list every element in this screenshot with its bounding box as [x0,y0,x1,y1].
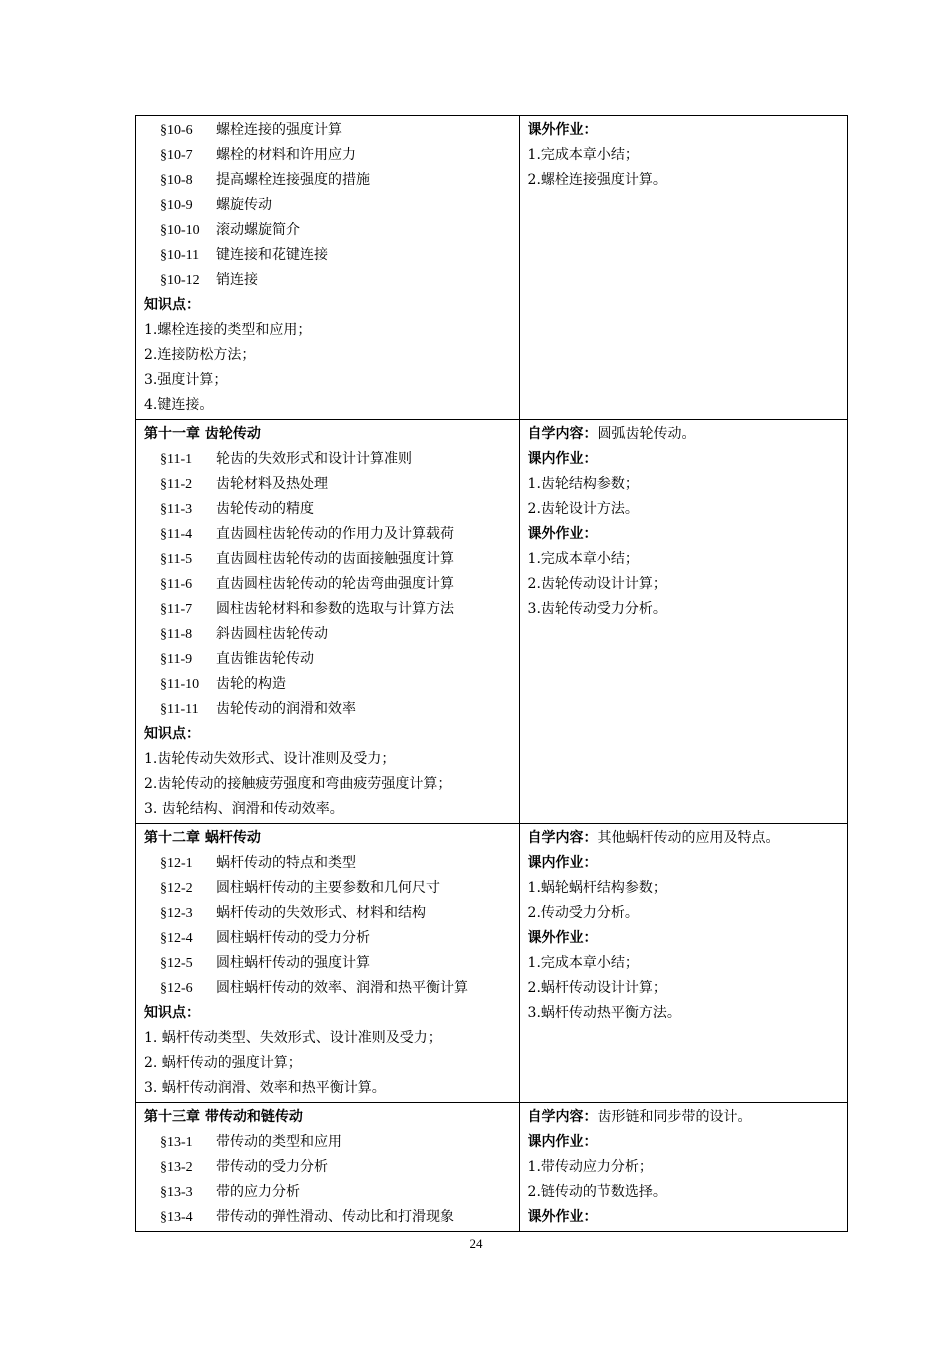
chapter-content-cell [136,420,520,824]
section-title: 带的应力分析 [216,1184,300,1200]
heading-line: 课外作业： [527,526,598,542]
self-study-label: 自学内容： [527,426,598,442]
section-item [144,976,513,1001]
section-title: 圆柱蜗杆传动的主要参数和几何尺寸 [216,880,440,896]
text-line: 2.连接防松方法； [144,347,256,363]
section-item [144,193,513,218]
section-item [144,697,513,722]
heading-line: 课外作业： [527,930,598,946]
text-line: 1.螺栓连接的类型和应用； [144,322,312,338]
text-line: 1.蜗轮蜗杆结构参数； [527,880,667,896]
text-line: 1.带传动应力分析； [527,1159,653,1175]
section-item [144,926,513,951]
section-number: §12-1 [160,856,193,871]
chapter-content-cell [136,116,520,420]
text-line: 1. 蜗杆传动类型、失效形式、设计准则及受力； [144,1030,442,1046]
section-item [144,951,513,976]
heading-line: 第十一章 齿轮传动 [144,426,261,442]
heading-line: 课内作业： [527,855,598,871]
section-title: 键连接和花键连接 [216,247,328,263]
heading-line: 课外作业： [527,122,598,138]
section-title: 直齿锥齿轮传动 [216,651,314,667]
section-number: §10-12 [160,273,200,288]
self-study-text: 圆弧齿轮传动。 [597,426,696,442]
text-line: 3. 齿轮结构、润滑和传动效率。 [144,801,344,817]
section-item [144,1130,513,1155]
text-line: 1.完成本章小结； [527,551,639,567]
section-item [144,472,513,497]
section-item [144,597,513,622]
heading-line: 知识点： [144,726,200,742]
section-number: §11-8 [160,627,193,642]
heading-line: 课内作业： [527,1134,598,1150]
section-title: 带传动的受力分析 [216,1159,328,1175]
heading-line: 第十三章 带传动和链传动 [144,1109,303,1125]
section-number: §12-4 [160,931,193,946]
section-title: 螺旋传动 [216,197,272,213]
section-number: §13-2 [160,1160,193,1175]
section-title: 直齿圆柱齿轮传动的轮齿弯曲强度计算 [216,576,454,592]
section-title: 螺栓连接的强度计算 [216,122,342,138]
self-study-label: 自学内容： [527,830,598,846]
section-number: §11-11 [160,702,199,717]
section-item [144,851,513,876]
section-title: 蜗杆传动的失效形式、材料和结构 [216,905,426,921]
section-title: 齿轮传动的精度 [216,501,314,517]
section-number: §11-2 [160,477,193,492]
section-item [144,118,513,143]
heading-line: 第十二章 蜗杆传动 [144,830,261,846]
section-title: 螺栓的材料和许用应力 [216,147,356,163]
self-study-line [528,1105,841,1130]
text-line: 1.齿轮传动失效形式、设计准则及受力； [144,751,396,767]
self-study-text: 其他蜗杆传动的应用及特点。 [597,830,780,846]
section-title: 圆柱蜗杆传动的强度计算 [216,955,370,971]
section-number: §13-3 [160,1185,193,1200]
section-item [144,647,513,672]
assignment-cell [519,116,847,420]
text-line: 1.完成本章小结； [527,147,639,163]
page-number: 24 [469,1236,483,1251]
section-title: 斜齿圆柱齿轮传动 [216,626,328,642]
section-item [144,218,513,243]
heading-line: 课内作业： [527,451,598,467]
section-title: 齿轮材料及热处理 [216,476,328,492]
self-study-text: 齿形链和同步带的设计。 [597,1109,752,1125]
section-item [144,901,513,926]
self-study-line [528,826,841,851]
table-row [136,824,848,1103]
assignment-cell [519,420,847,824]
section-title: 销连接 [216,272,258,288]
text-line: 3.强度计算； [144,372,228,388]
section-number: §13-1 [160,1135,193,1150]
section-title: 提高螺栓连接强度的措施 [216,172,370,188]
section-item [144,672,513,697]
section-title: 齿轮的构造 [216,676,286,692]
text-line: 2.齿轮设计方法。 [527,501,639,517]
section-number: §11-10 [160,677,200,692]
section-number: §11-5 [160,552,193,567]
text-line: 3. 蜗杆传动润滑、效率和热平衡计算。 [144,1080,386,1096]
section-title: 圆柱齿轮材料和参数的选取与计算方法 [216,601,454,617]
section-number: §12-5 [160,956,193,971]
text-line: 1.齿轮结构参数； [527,476,639,492]
section-title: 齿轮传动的润滑和效率 [216,701,356,717]
heading-line: 知识点： [144,1005,200,1021]
section-item [144,572,513,597]
self-study-line [528,422,841,447]
section-title: 蜗杆传动的特点和类型 [216,855,356,871]
text-line: 4.键连接。 [144,397,214,413]
table-row [136,1103,848,1232]
assignment-cell [519,824,847,1103]
section-title: 滚动螺旋简介 [216,222,300,238]
text-line: 2.传动受力分析。 [527,905,639,921]
section-number: §11-6 [160,577,193,592]
section-number: §11-1 [160,452,193,467]
text-line: 3.蜗杆传动热平衡方法。 [527,1005,681,1021]
section-number: §10-11 [160,248,200,263]
syllabus-table-body [136,116,848,1232]
section-number: §11-9 [160,652,193,667]
section-title: 圆柱蜗杆传动的受力分析 [216,930,370,946]
chapter-content-cell [136,824,520,1103]
section-number: §11-7 [160,602,193,617]
section-item [144,497,513,522]
chapter-content-cell [136,1103,520,1232]
syllabus-table [135,115,848,1232]
text-line: 2. 蜗杆传动的强度计算； [144,1055,302,1071]
table-row [136,116,848,420]
section-title: 带传动的类型和应用 [216,1134,342,1150]
section-number: §13-4 [160,1210,193,1225]
section-number: §10-9 [160,198,193,213]
section-number: §12-2 [160,881,193,896]
section-number: §11-3 [160,502,193,517]
text-line: 3.齿轮传动受力分析。 [527,601,667,617]
section-item [144,143,513,168]
section-item [144,622,513,647]
table-row [136,420,848,824]
section-item [144,168,513,193]
section-title: 带传动的弹性滑动、传动比和打滑现象 [216,1209,454,1225]
section-title: 轮齿的失效形式和设计计算准则 [216,451,412,467]
section-item [144,547,513,572]
text-line: 2.蜗杆传动设计计算； [527,980,667,996]
section-number: §10-10 [160,223,200,238]
section-title: 直齿圆柱齿轮传动的齿面接触强度计算 [216,551,454,567]
assignment-cell [519,1103,847,1232]
self-study-label: 自学内容： [527,1109,598,1125]
section-item [144,243,513,268]
section-title: 圆柱蜗杆传动的效率、润滑和热平衡计算 [216,980,468,996]
section-title: 直齿圆柱齿轮传动的作用力及计算载荷 [216,526,454,542]
section-item [144,1205,513,1230]
text-line: 2.齿轮传动的接触疲劳强度和弯曲疲劳强度计算； [144,776,452,792]
section-number: §12-6 [160,981,193,996]
text-line: 2.链传动的节数选择。 [527,1184,667,1200]
section-number: §10-8 [160,173,193,188]
section-number: §12-3 [160,906,193,921]
section-number: §10-7 [160,148,193,163]
heading-line: 知识点： [144,297,200,313]
section-item [144,447,513,472]
section-item [144,876,513,901]
section-item [144,1155,513,1180]
section-number: §10-6 [160,123,193,138]
section-item [144,1180,513,1205]
text-line: 1.完成本章小结； [527,955,639,971]
section-item [144,522,513,547]
heading-line: 课外作业： [527,1209,598,1225]
text-line: 2.齿轮传动设计计算； [527,576,667,592]
section-item [144,268,513,293]
text-line: 2.螺栓连接强度计算。 [527,172,667,188]
section-number: §11-4 [160,527,193,542]
